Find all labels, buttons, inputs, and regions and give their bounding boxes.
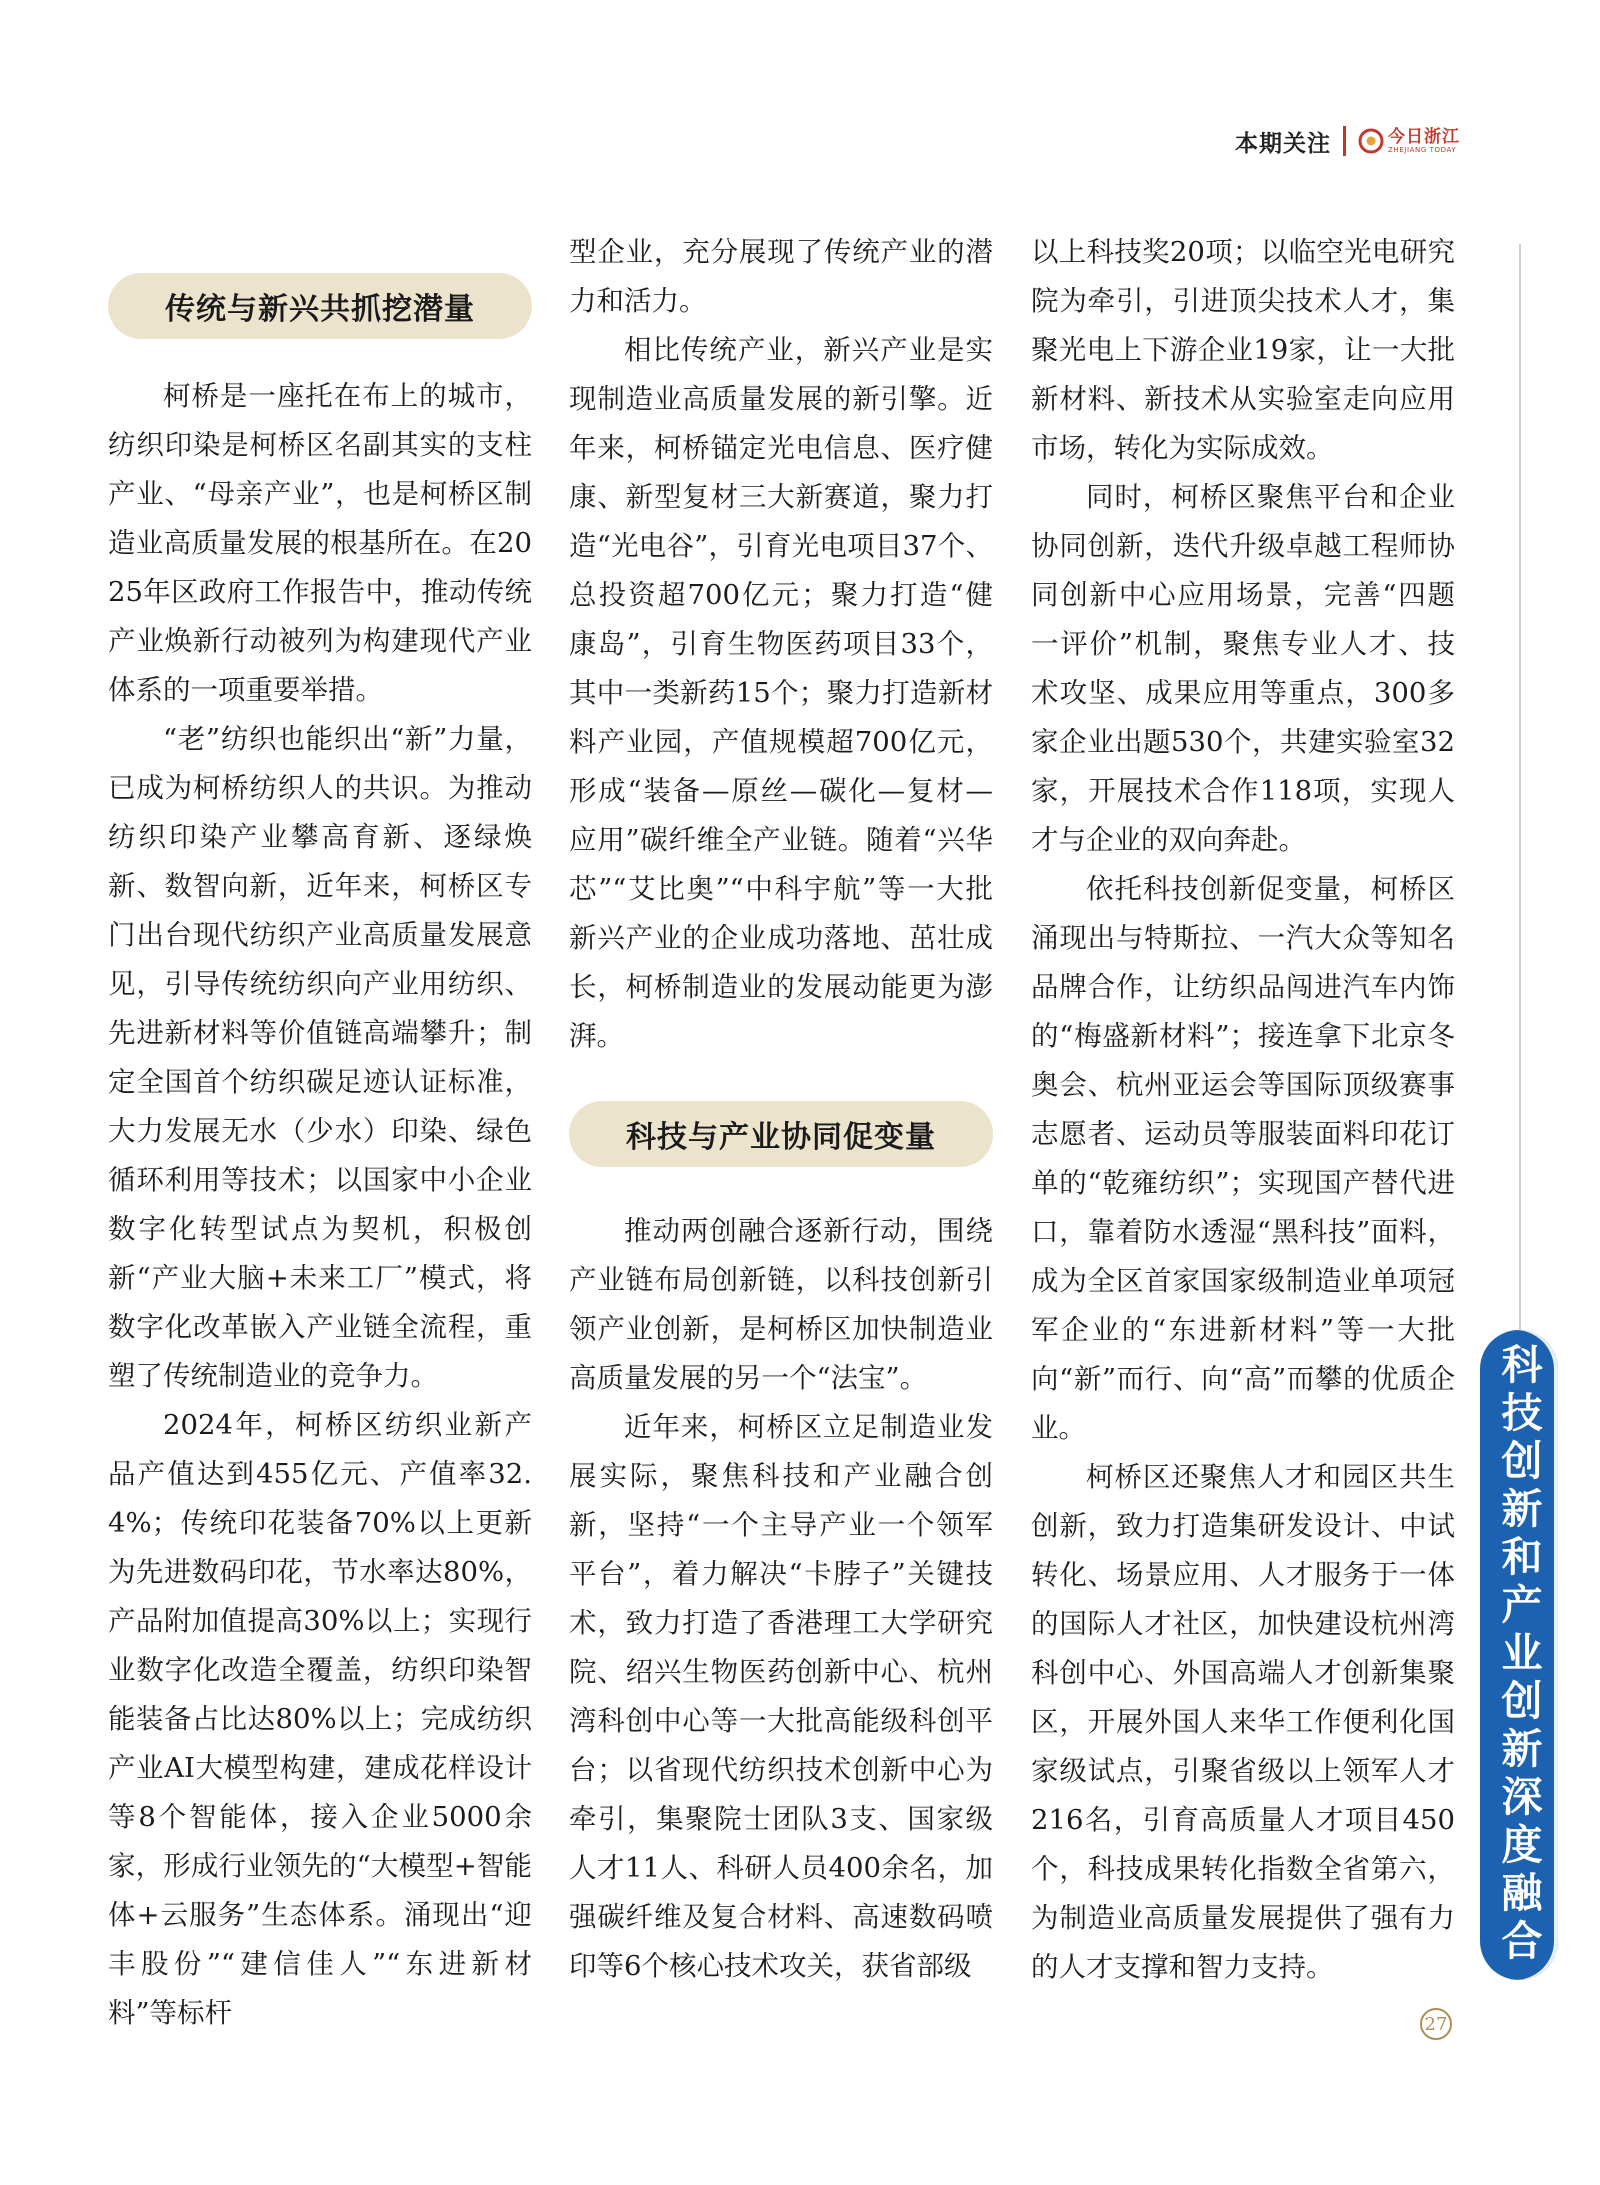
article-column-3 [1031,228,1455,1992]
paragraph: 同时，柯桥区聚焦平台和企业协同创新，迭代升级卓越工程师协同创新中心应用场景，完善“四题一评价”机制，聚焦专业人才、技术攻坚、成果应用等重点，300多家企业出题530个，共建实验室32家，开展技术合作118项，实现人才与企业的双向奔赴。 [1031,481,1455,856]
section-heading-2: 科技与产业协同促变量 [569,1101,993,1167]
header-divider [1343,126,1346,156]
side-banner-text: 科技创新和产业创新深度融合 [1494,1343,1543,1967]
section-heading-1: 传统与新兴共抓挖潜量 [108,273,532,339]
brand-emblem-icon [1358,128,1384,154]
paragraph: 相比传统产业，新兴产业是实现制造业高质量发展的新引擎。近年来，柯桥锚定光电信息、医疗健康、新型复材三大新赛道，聚力打造“光电谷”，引育光电项目37个、总投资超700亿元；聚力打造“健康岛”，引育生物医药项目33个，其中一类新药15个；聚力打造新材料产业园，产值规模超700亿元，形成“装备—原丝—碳化—复材—应用”碳纤维全产业链。随着“兴华芯”“艾比奥”“中科宇航”等一大批新兴产业的企业成功落地、茁壮成长，柯桥制造业的发展动能更为澎湃。 [569,334,993,1052]
brand-text [1388,128,1460,155]
paragraph-continuation: 型企业，充分展现了传统产业的潜力和活力。 [569,236,993,317]
paragraph: 柯桥是一座托在布上的城市，纺织印染是柯桥区名副其实的支柱产业、“母亲产业”，也是柯桥区制造业高质量发展的根基所在。在2025年区政府工作报告中，推动传统产业焕新行动被列为构建现代产业体系的一项重要举措。 [108,380,532,706]
paragraph: 推动两创融合逐新行动，围绕产业链布局创新链，以科技创新引领产业创新，是柯桥区加快制造业高质量发展的另一个“法宝”。 [569,1215,993,1394]
article-column-1 [108,228,532,2038]
brand-name-en: ZHEJIANG TODAY [1388,145,1457,154]
page-header [1235,118,1460,164]
paragraph: 依托科技创新促变量，柯桥区涌现出与特斯拉、一汽大众等知名品牌合作，让纺织品闯进汽车内饰的“梅盛新材料”；接连拿下北京冬奥会、杭州亚运会等国际顶级赛事志愿者、运动员等服装面料印花订单的“乾雍纺织”；实现国产替代进口，靠着防水透湿“黑科技”面料，成为全区首家国家级制造业单项冠军企业的“东进新材料”等一大批向“新”而行、向“高”而攀的优质企业。 [1031,873,1455,1444]
article-column-2 [569,228,993,1991]
side-banner [1480,1330,1558,1980]
section-label: 本期关注 [1235,130,1331,157]
paragraph: 柯桥区还聚焦人才和园区共生创新，致力打造集研发设计、中试转化、场景应用、人才服务于一体的国际人才社区，加快建设杭州湾科创中心、外国高端人才创新集聚区，开展外国人来华工作便利化国家级试点，引聚省级以上领军人才216名，引育高质量人才项目450个，科技成果转化指数全省第六，为制造业高质量发展提供了强有力的人才支撑和智力支持。 [1031,1461,1455,1983]
page-number: 27 [1420,2008,1452,2040]
brand-name: 今日浙江 [1388,126,1460,147]
paragraph-continuation: 以上科技奖20项；以临空光电研究院为牵引，引进顶尖技术人才，集聚光电上下游企业19家，让一大批新材料、新技术从实验室走向应用市场，转化为实际成效。 [1031,236,1455,464]
paragraph: “老”纺织也能织出“新”力量，已成为柯桥纺织人的共识。为推动纺织印染产业攀高育新、逐绿焕新、数智向新，近年来，柯桥区专门出台现代纺织产业高质量发展意见，引导传统纺织向产业用纺织、先进新材料等价值链高端攀升；制定全国首个纺织碳足迹认证标准，大力发展无水（少水）印染、绿色循环利用等技术；以国家中小企业数字化转型试点为契机，积极创新“产业大脑+未来工厂”模式，将数字化改革嵌入产业链全流程，重塑了传统制造业的竞争力。 [108,723,532,1392]
paragraph: 2024年，柯桥区纺织业新产品产值达到455亿元、产值率32.4%；传统印花装备70%以上更新为先进数码印花，节水率达80%，产品附加值提高30%以上；实现行业数字化改造全覆盖，纺织印染智能装备占比达80%以上；完成纺织产业AI大模型构建，建成花样设计等8个智能体，接入企业5000余家，形成行业领先的“大模型+智能体+云服务”生态体系。涌现出“迎丰股份”“建信佳人”“东进新材料”等标杆 [108,1409,532,2029]
column-divider [1519,244,1521,1336]
brand-logo [1358,128,1460,155]
paragraph: 近年来，柯桥区立足制造业发展实际，聚焦科技和产业融合创新，坚持“一个主导产业一个领军平台”，着力解决“卡脖子”关键技术，致力打造了香港理工大学研究院、绍兴生物医药创新中心、杭州湾科创中心等一大批高能级科创平台；以省现代纺织技术创新中心为牵引，集聚院士团队3支、国家级人才11人、科研人员400余名，加强碳纤维及复合材料、高速数码喷印等6个核心技术攻关，获省部级 [569,1411,993,1982]
